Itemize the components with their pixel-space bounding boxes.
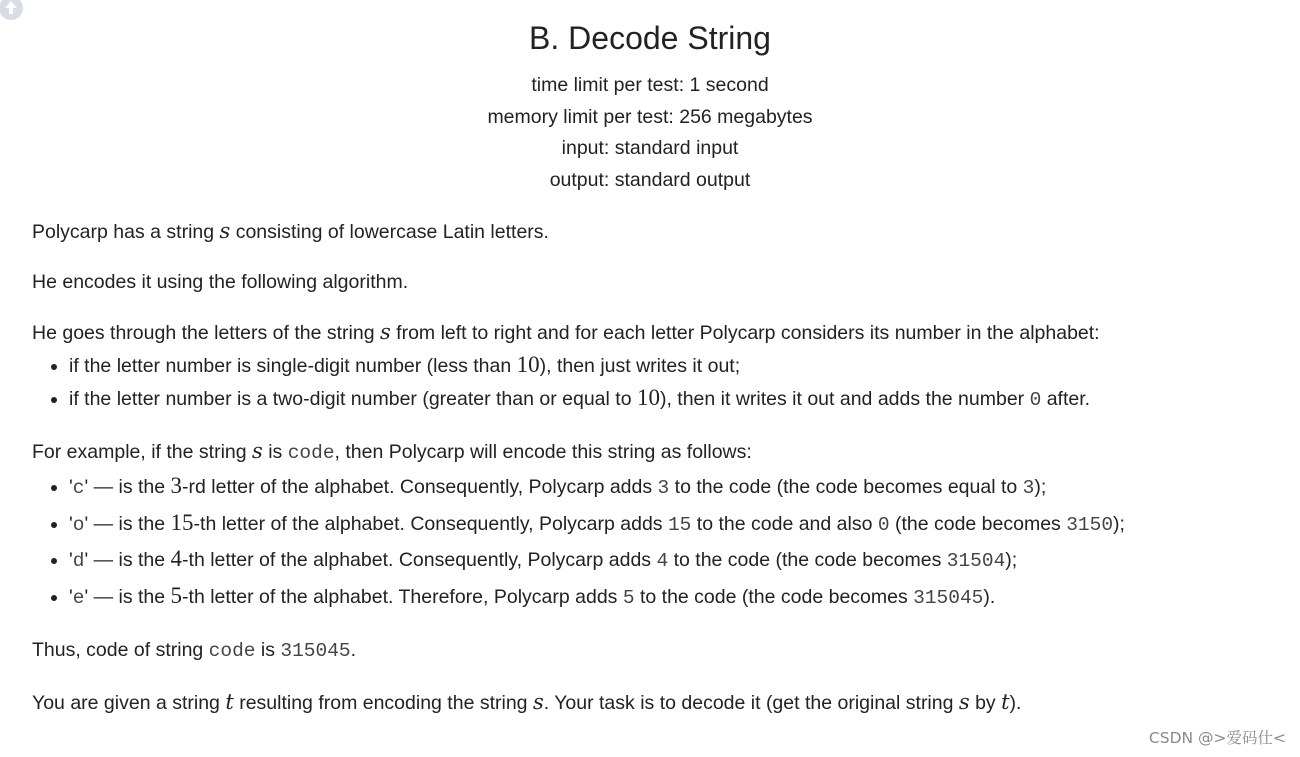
list-item: • if the letter number is a two-digit number (greater than or equal to 10), then it writes it out and adds the number 0 after. xyxy=(69,382,1272,416)
statement-paragraph-6: You are given a string t resulting from encoding the string s. Your task is to decode it (get the original string s by t). xyxy=(32,690,1022,714)
time-limit: time limit per test: 1 second xyxy=(531,74,769,96)
list-item: • 'o' — is the 15-th letter of the alphabet. Consequently, Polycarp adds 15 to the code and also 0 (the code becomes 3150); xyxy=(69,506,1272,543)
problem-title: B. Decode String xyxy=(529,20,771,56)
input-spec: input: standard input xyxy=(561,137,739,160)
output-spec: output: standard output xyxy=(549,169,751,192)
statement-paragraph-5: Thus, code of string code is 315045. xyxy=(32,639,357,662)
scroll-up-icon[interactable] xyxy=(0,0,24,22)
list-item: • 'e' — is the 5-th letter of the alphabet. Therefore, Polycarp adds 5 to the code (the code becomes 315045). xyxy=(69,579,1272,616)
list-item: • 'c' — is the 3-rd letter of the alphabet. Consequently, Polycarp adds 3 to the code (the code becomes equal to 3); xyxy=(69,469,1272,506)
memory-limit: memory limit per test: 256 megabytes xyxy=(487,105,813,128)
example-steps-list xyxy=(32,469,1272,615)
statement-paragraph-4: For example, if the string s is code, then Polycarp will encode this string as follows: xyxy=(32,439,752,464)
statement-paragraph-2: He encodes it using the following algorithm. xyxy=(32,271,409,293)
list-item: • if the letter number is single-digit number (less than 10), then just writes it out; xyxy=(69,349,1272,382)
statement-paragraph-1: Polycarp has a string s consisting of lowercase Latin letters. xyxy=(32,219,549,243)
encoding-rules-list xyxy=(32,349,1272,416)
statement-paragraph-3: He goes through the letters of the string s from left to right and for each letter Polycarp considers its number in the alphabet: xyxy=(32,320,1100,344)
problem-header xyxy=(0,0,1300,197)
list-item: • 'd' — is the 4-th letter of the alphabet. Consequently, Polycarp adds 4 to the code (the code becomes 31504); xyxy=(69,542,1272,579)
watermark-text: CSDN @>爱码仕< xyxy=(1148,729,1286,747)
problem-statement xyxy=(32,216,1272,719)
